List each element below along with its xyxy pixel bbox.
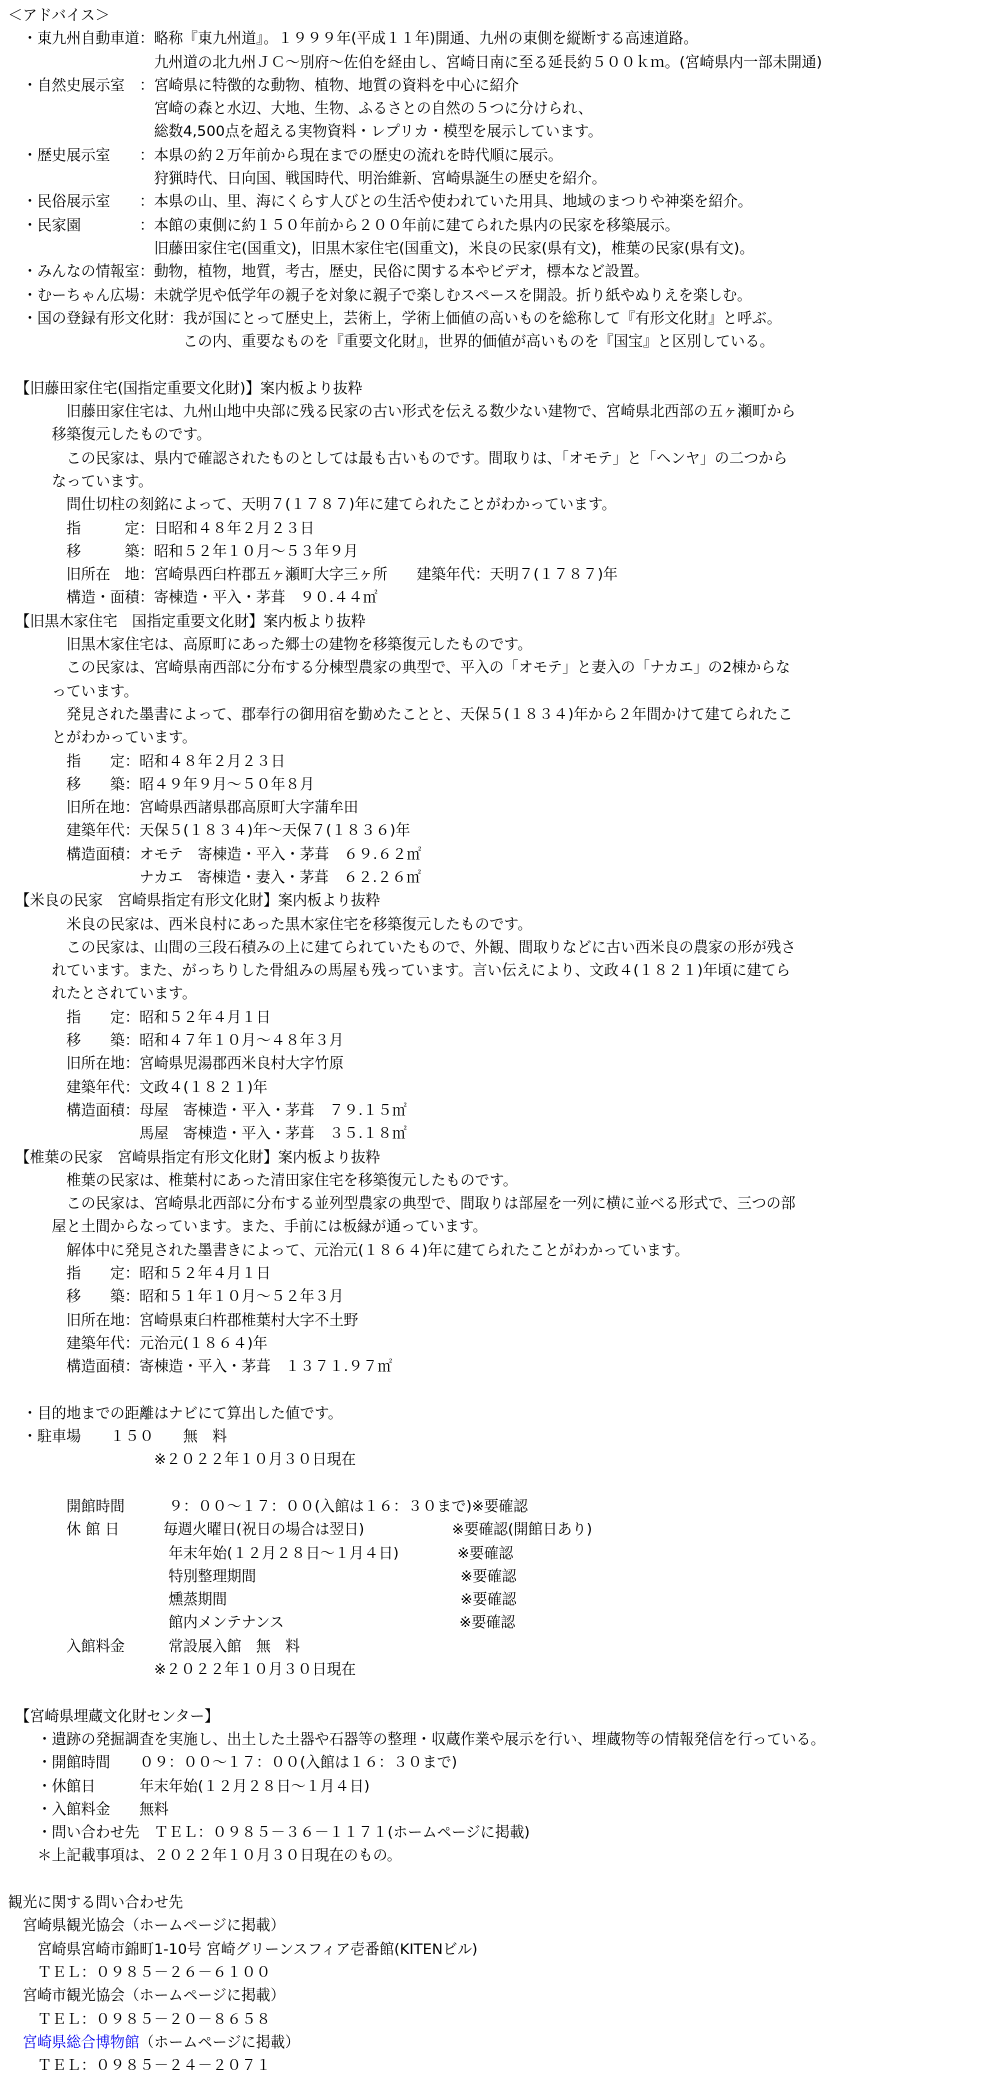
text-line: 宮崎市観光協会（ホームページに掲載）: [8, 1987, 285, 2005]
text-line: 椎葉の民家は、椎葉村にあった清田家住宅を移築復元したものです。: [8, 1171, 518, 1189]
text-line: 【米良の民家 宮崎県指定有形文化財】案内板より抜粋: [8, 892, 381, 910]
text-line: 宮崎県観光協会（ホームページに掲載）: [8, 1917, 285, 1935]
text-line: 【宮崎県埋蔵文化財センター】: [8, 1707, 220, 1725]
text-line: れています。また、がっちりした骨組みの馬屋も残っています。言い伝えにより、文政４(１８２１)年頃に建てら: [8, 962, 791, 980]
text-line: 移築復元したものです。: [8, 426, 212, 444]
text-line: ・遺跡の発掘調査を実施し、出土した土器や石器等の整理・収蔵作業や展示を行い、埋蔵物等の情報発信を行っている。: [8, 1730, 826, 1748]
text-line: 九州道の北九州ＪＣ～別府～佐伯を経由し、宮崎日南に至る延長約５００ｋｍ。(宮崎県内一部未開通): [8, 53, 823, 71]
text-line: 指 定：昭和５２年４月１日: [8, 1008, 271, 1026]
text-line: ・東九州自動車道：略称『東九州道』。１９９９年(平成１１年)開通、九州の東側を縦断する高速道路。: [8, 30, 698, 48]
text-line: ＊上記載事項は、２０２２年１０月３０日現在のもの。: [8, 1847, 402, 1865]
text-line: 解体中に発見された墨書きによって、元治元(１８６４)年に建てられたことがわかっています。: [8, 1241, 690, 1259]
blank-line: [8, 353, 998, 376]
text-line: ・民家園 ：本館の東側に約１５０年前から２００年前に建てられた県内の民家を移築展示。: [8, 216, 680, 234]
text-line: 開館時間 ９：００～１７：００(入館は１６：３０まで)※要確認: [8, 1498, 528, 1515]
text-line: ・目的地までの距離はナビにて算出した値です。: [8, 1404, 343, 1422]
text-line: 屋と土間からなっています。また、手前には板縁が通っています。: [8, 1218, 488, 1236]
text-line: 問仕切柱の刻銘によって、天明７(１７８７)年に建てられたことがわかっています。: [8, 496, 617, 514]
text-line: 建築年代：元治元(１８６４)年: [8, 1334, 268, 1352]
text-line: ※２０２２年１０月３０日現在: [8, 1451, 356, 1469]
text-line: この内、重要なものを『重要文化財』，世界的価値が高いものを『国宝』と区別している。: [8, 333, 775, 351]
text-line: ・国の登録有形文化財：我が国にとって歴史上，芸術上，学術上価値の高いものを総称して『有形文化財』と呼ぶ。: [8, 309, 782, 327]
text-line: ＴＥＬ：０９８５－２０－８６５８: [8, 2010, 271, 2028]
museum-homepage-link[interactable]: 宮崎県総合博物館: [22, 2033, 140, 2051]
text-line: 宮崎の森と水辺、大地、生物、ふるさとの自然の５つに分けられ、: [8, 100, 593, 118]
text-line: ナカエ 寄棟造・妻入・茅葺 ６２.２６㎡: [8, 868, 421, 886]
text-line: ・入館料金 無料: [8, 1800, 169, 1818]
text-line: 狩猟時代、日向国、戦国時代、明治維新、宮崎県誕生の歴史を紹介。: [8, 170, 607, 188]
text-line: この民家は、山間の三段石積みの上に建てられていたもので、外観、間取りなどに古い西米良の農家の形が残さ: [8, 938, 796, 956]
text-line: 入館料金 常設展入館 無 料: [8, 1637, 300, 1655]
text-line: 米良の民家は、西米良村にあった黒木家住宅を移築復元したものです。: [8, 915, 533, 933]
text-line: 年末年始(１２月２８日～１月４日) ※要確認: [8, 1544, 514, 1562]
text-line: 構造面積：オモテ 寄棟造・平入・茅葺 ６９.６２㎡: [8, 845, 422, 863]
text-line: 宮崎県宮崎市錦町1-10号 宮崎グリーンスフィア壱番館(KITENビル): [8, 1940, 478, 1958]
text-line: 移 築：昭４９年９月～５０年８月: [8, 775, 315, 793]
museum-tel: ＴＥＬ：０９８５－２４－２０７１: [8, 2057, 271, 2075]
text-line: 馬屋 寄棟造・平入・茅葺 ３５.１８㎡: [8, 1125, 407, 1143]
text-line: 発見された墨書によって、郡奉行の御用宿を勤めたことと、天保５(１８３４)年から２年間かけて建てられたこ: [8, 705, 793, 723]
text-line: 構造・面積：寄棟造・平入・茅葺 ９０.４４㎡: [8, 589, 378, 607]
text-line: この民家は、宮崎県北西部に分布する並列型農家の典型で、間取りは部屋を一列に横に並べる形式で、三つの部: [8, 1195, 796, 1213]
museum-contact-indent: [8, 2034, 23, 2051]
text-line: 移 築：昭和５１年１０月～５２年３月: [8, 1288, 344, 1306]
text-line: ・問い合わせ先 ＴＥＬ：０９８５－３６－１１７１(ホームページに掲載): [8, 1824, 530, 1842]
text-line: なっています。: [8, 472, 153, 490]
text-line: 構造面積：母屋 寄棟造・平入・茅葺 ７９.１５㎡: [8, 1101, 407, 1119]
museum-contact-line: [8, 2031, 998, 2054]
text-line: 【旧藤田家住宅(国指定重要文化財)】案内板より抜粋: [8, 379, 363, 397]
text-line: ＴＥＬ：０９８５－２６－６１００: [8, 1963, 271, 1981]
text-line: れたとされています。: [8, 985, 197, 1003]
text-line: ・みんなの情報室：動物，植物，地質，考古，歴史，民俗に関する本やビデオ，標本など設置。: [8, 263, 649, 281]
text-line: 旧藤田家住宅は、九州山地中央部に残る民家の古い形式を伝える数少ない建物で、宮崎県北西部の五ヶ瀬町から: [8, 403, 796, 421]
text-line: ・歴史展示室 ：本県の約２万年前から現在までの歴史の流れを時代順に展示。: [8, 146, 563, 164]
text-line: ・民俗展示室 ：本県の山、里、海にくらす人びとの生活や使われていた用具、地域のまつりや神楽を紹介。: [8, 193, 753, 211]
blank-line: [8, 1472, 998, 1495]
text-line: 総数4,500点を超える実物資料・レプリカ・模型を展示しています。: [8, 123, 603, 141]
text-line: 燻蒸期間 ※要確認: [8, 1591, 517, 1609]
text-line: 移 築：昭和４７年１０月～４８年３月: [8, 1032, 344, 1050]
text-line: 館内メンテナンス ※要確認: [8, 1614, 516, 1632]
blank-line: [8, 1868, 998, 1891]
text-line: この民家は、宮崎県南西部に分布する分棟型農家の典型で、平入の「オモテ」と妻入の「ナカエ」の2棟からな: [8, 659, 791, 677]
text-line: 指 定：昭和４８年２月２３日: [8, 752, 286, 770]
text-line: 建築年代：天保５(１８３４)年～天保７(１８３６)年: [8, 822, 411, 840]
text-line: 旧所在地：宮崎県東臼杵郡椎葉村大字不土野: [8, 1311, 359, 1329]
text-line: ・むーちゃん広場：未就学児や低学年の親子を対象に親子で楽しむスペースを開設。折り紙やぬりえを楽しむ。: [8, 286, 752, 304]
text-line: ※２０２２年１０月３０日現在: [8, 1661, 356, 1679]
text-line: 特別整理期間 ※要確認: [8, 1567, 517, 1585]
blank-line: [8, 1379, 998, 1402]
text-line: 指 定：昭和５２年４月１日: [8, 1265, 271, 1283]
text-line: ・開館時間 ０９：００～１７：００(入館は１６：３０まで): [8, 1754, 458, 1772]
blank-line: [8, 1681, 998, 1704]
text-line: 【旧黒木家住宅 国指定重要文化財】案内板より抜粋: [8, 612, 366, 630]
text-line: ＜アドバイス＞: [8, 7, 110, 24]
text-line: とがわかっています。: [8, 729, 197, 747]
text-line: ・駐車場 １５０ 無 料: [8, 1428, 227, 1446]
text-line: ・自然史展示室 ：宮崎県に特徴的な動物、植物、地質の資料を中心に紹介: [8, 76, 519, 94]
text-line: 構造面積：寄棟造・平入・茅葺 １３７１.９７㎡: [8, 1358, 393, 1376]
text-line: 観光に関する問い合わせ先: [8, 1894, 184, 1912]
text-line: この民家は、県内で確認されたものとしては最も古いものです。間取りは、「オモテ」と「ヘンヤ」の二つから: [8, 449, 788, 467]
museum-contact-note: （ホームページに掲載）: [139, 2033, 300, 2051]
text-line: 休 館 日 毎週火曜日(祝日の場合は翌日) ※要確認(開館日あり): [8, 1521, 593, 1539]
text-line: 移 築：昭和５２年１０月～５３年９月: [8, 542, 359, 560]
text-line: 旧黒木家住宅は、高原町にあった郷士の建物を移築復元したものです。: [8, 636, 533, 654]
text-line: ・休館日 年末年始(１２月２８日～１月４日): [8, 1777, 370, 1795]
text-line: 建築年代：文政４(１８２１)年: [8, 1078, 268, 1096]
text-line: 旧藤田家住宅(国重文)，旧黒木家住宅(国重文)，米良の民家(県有文)，椎葉の民家(県有文)。: [8, 239, 755, 257]
text-line: 旧所在地：宮崎県西諸県郡高原町大字蒲牟田: [8, 799, 359, 817]
text-line: 【椎葉の民家 宮崎県指定有形文化財】案内板より抜粋: [8, 1148, 381, 1166]
text-line: 旧所在 地：宮崎県西臼杵郡五ヶ瀬町大字三ヶ所 建築年代：天明７(１７８７)年: [8, 566, 618, 584]
document-lines: [8, 4, 998, 2031]
text-line: 指 定：日昭和４８年２月２３日: [8, 519, 315, 537]
text-line: 旧所在地：宮崎県児湯郡西米良村大字竹原: [8, 1055, 344, 1073]
text-line: っています。: [8, 682, 139, 700]
